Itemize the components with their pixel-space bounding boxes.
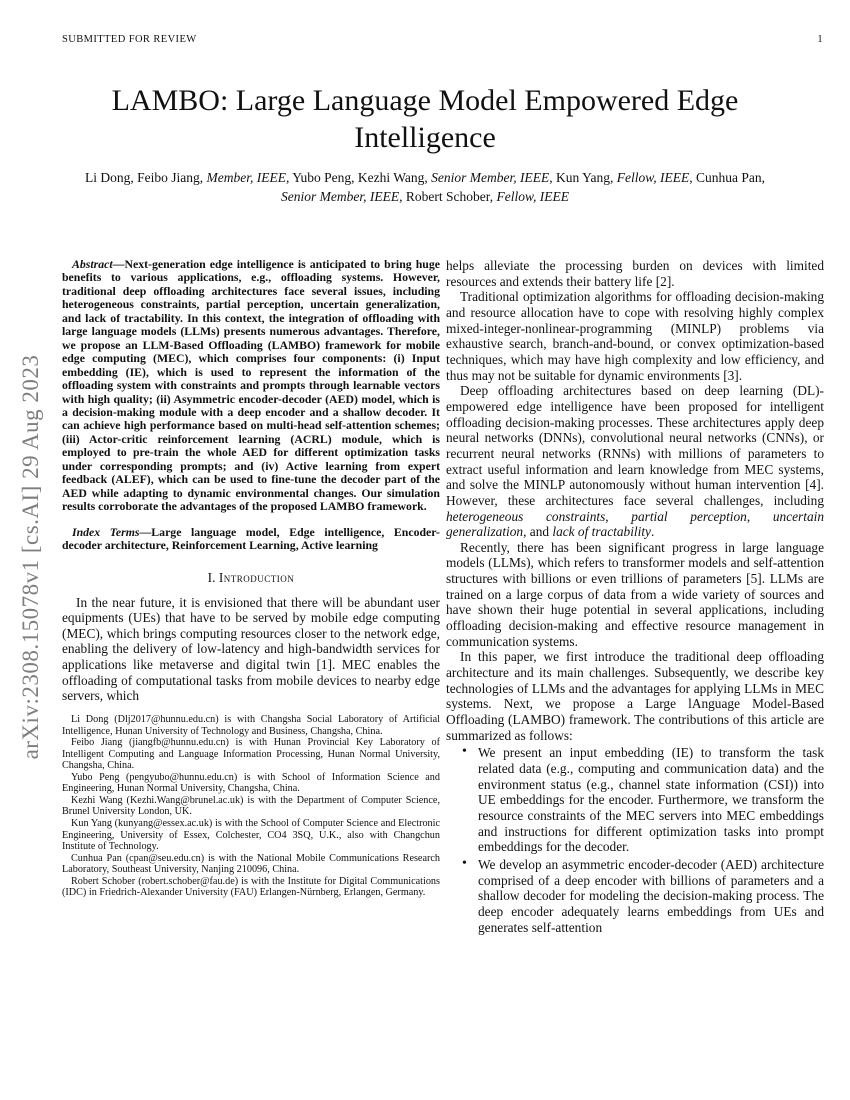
left-column [62, 258, 440, 899]
section-title: Introduction [218, 569, 295, 585]
author-footnotes [62, 714, 440, 899]
paragraph-deep-offloading: Deep offloading architectures based on deep learning (DL)-empowered edge intelligence have been proposed for intelligent offloading decision-making processes. These architectures apply deep neural networks (DNNs), convolutional neural networks (CNNs), or recurrent neural networks (RNNs) with millions of parameters to extract useful information and learn knowledge from MEC systems, and solve the MINLP autonomously without human intervention [4]. However, these architectures face several challenges, including heterogeneous constraints, partial perception, uncertain generalization, and lack of tractability. [446, 383, 824, 540]
arxiv-watermark: arXiv:2308.15078v1 [cs.AI] 29 Aug 2023 [18, 354, 43, 760]
footnote-cunhua-pan: Cunhua Pan (cpan@seu.edu.cn) is with the National Mobile Communications Research Laboratory, Southeast University, Nanjing 210096, China. [62, 852, 440, 876]
footnote-kezhi-wang: Kezhi Wang (Kezhi.Wang@brunel.ac.uk) is with the Department of Computer Science, Brunel University London, UK. [62, 794, 440, 818]
author-line: Li Dong, Feibo Jiang, Member, IEEE, Yubo Peng, Kezhi Wang, Senior Member, IEEE, Kun Yang, Fellow, IEEE, Cunhua Pan, Senior Member, IEEE, Robert Schober, Fellow, IEEE [85, 170, 765, 204]
running-header-text: SUBMITTED FOR REVIEW [62, 34, 197, 45]
index-terms: Index Terms—Large language model, Edge intelligence, Encoder-decoder architecture, Reinforcement Learning, Active learning [62, 524, 440, 553]
paragraph-continuation: helps alleviate the processing burden on devices with limited resources and extends their battery life [2]. [446, 258, 824, 289]
page-number: 1 [817, 34, 823, 45]
paragraph-llm-progress: Recently, there has been significant progress in large language models (LLMs), which refers to transformer models and self-attention structures with billions or even trillions of parameters [5]. LLMs are trained on a large corpus of data from a wide variety of sources and have shown their huge potential in several applications, including offloading decision-making and effective resource management in communication systems. [446, 539, 824, 649]
footnote-yubo-peng: Yubo Peng (pengyubo@hunnu.edu.cn) is with School of Information Science and Engineering, Hunan Normal University, Changsha, China. [62, 771, 440, 795]
footnote-feibo-jiang: Feibo Jiang (jiangfb@hunnu.edu.cn) is with Hunan Provincial Key Laboratory of Intelligent Computing and Language Information Processing, Hunan Normal University, Changsha, China. [62, 737, 440, 772]
contribution-item-aed: • We develop an asymmetric encoder-decoder (AED) architecture comprised of a deep encoder with billions of parameters and a shallow decoder for modeling the decision-making process. The deep encoder adequately learns embeddings from UEs and generates self-attention [462, 857, 824, 935]
paragraph-traditional-optimization: Traditional optimization algorithms for offloading decision-making and resource allocation have to cope with resolving highly complex mixed-integer-nonlinear-programming (MINLP) problems via exhaustive search, branch-and-bound, or convex optimization-based techniques, which may have high complexity and low efficiency, and thus may not be suitable for dynamic environments [3]. [446, 289, 824, 383]
section-number: I. [207, 569, 216, 585]
abstract: Abstract—Next-generation edge intelligence is anticipated to bring huge benefits to various applications, e.g., offloading systems. However, traditional deep offloading architectures face several issues, including heterogeneous constraints, partial perception, uncertain generalization, and lack of tractability. In this context, the integration of offloading with large language models (LLMs) presents numerous advantages. Therefore, we propose an LLM-Based Offloading (LAMBO) framework for mobile edge computing (MEC), which comprises four components: (i) Input embedding (IE), which is used to represent the information of the offloading system with constraints and prompts through learnable vectors with high quality; (ii) Asymmetric encoder-decoder (AED) model, which is a decision-making module with a deep encoder and a shallow decoder. It can achieve high performance based on multi-head self-attention schemes; (iii) Actor-critic reinforcement learning (ACRL) module, which is employed to pre-train the whole AED for different optimization tasks under corresponding prompts; and (iv) Active learning from expert feedback (ALEF), which can be used to fine-tune the decoder part of the AED while adapting to dynamic environmental changes. Our simulation results corroborate the advantages of the proposed LAMBO framework. [62, 257, 440, 514]
paper-title: LAMBO: Large Language Model Empowered Edge Intelligence [111, 84, 739, 154]
footnote-kun-yang: Kun Yang (kunyang@essex.ac.uk) is with the School of Computer Science and Electronic Engineering, University of Essex, Colchester, CO4 3SQ, U.K., also with Changchun Institute of Technology. [62, 818, 440, 853]
intro-paragraph: In the near future, it is envisioned that there will be abundant user equipments (UEs) that have to be served by mobile edge computing (MEC), which brings computing resources closer to the network edge, enabling the delivery of low-latency and high-bandwidth services for applications like metaverse and digital twin [1]. MEC enables the offloading of computational tasks from mobile devices to nearby edge servers, which [62, 594, 440, 704]
contribution-list [446, 745, 824, 935]
footnote-robert-schober: Robert Schober (robert.schober@fau.de) is with the Institute for Digital Communications (IDC) in Friedrich-Alexander University (FAU) Erlangen-Nürnberg, Erlangen, Germany. [62, 875, 440, 899]
footnote-li-dong: Li Dong (Dlj2017@hunnu.edu.cn) is with Changsha Social Laboratory of Artificial Intelligence, Hunan University of Technology and Business, Changsha, China. [62, 714, 440, 737]
contribution-item-input-embedding: • We present an input embedding (IE) to transform the task related data (e.g., computing and communication data) and the environment status (e.g., channel state information (CSI)) into UE embeddings for the encoder. Furthermore, we transform the resource constraints of the MEC servers into MEC embeddings and instructions for different optimization tasks into prompt embeddings for the decoder. [462, 745, 824, 855]
running-header [62, 34, 823, 45]
paragraph-contributions-intro: In this paper, we first introduce the traditional deep offloading architecture and its main challenges. Subsequently, we describe key technologies of LLMs and the advantages for applying LLMs in MEC systems. Next, we propose a Large lAnguage Model-Based Offloading (LAMBO) framework. The contributions of this article are summarized as follows: [446, 649, 824, 743]
right-column [446, 258, 824, 935]
section-heading-introduction [62, 570, 440, 586]
